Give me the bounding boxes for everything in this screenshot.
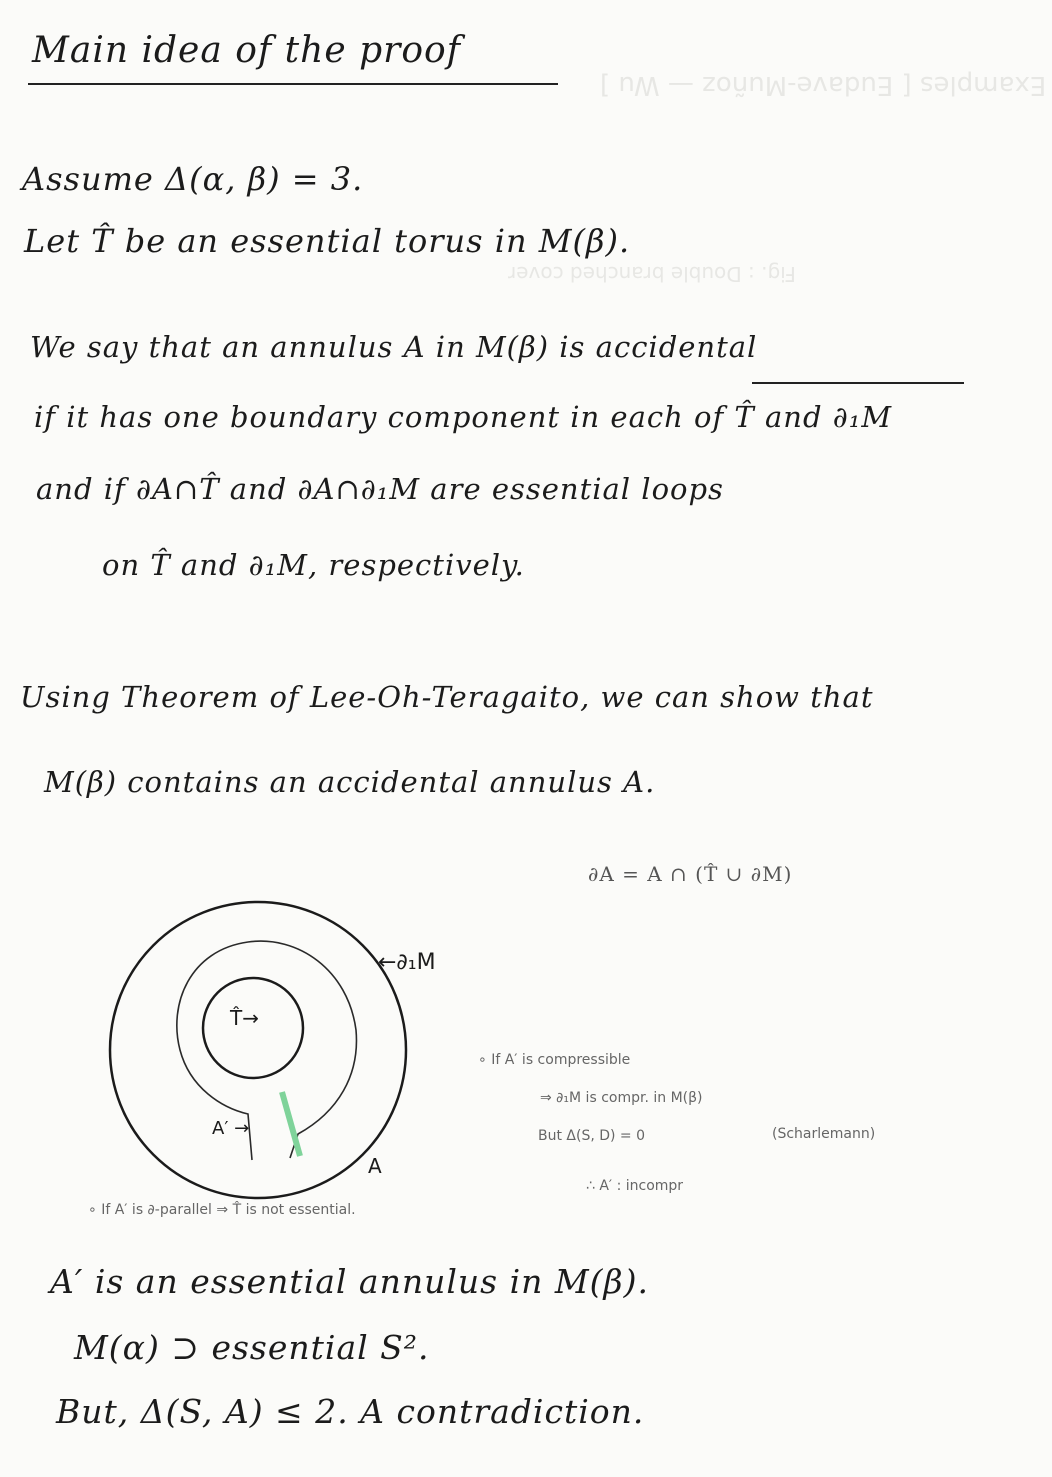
side-note: ∘ If A′ is ∂-parallel ⇒ T̂ is not essential. [88,1202,356,1218]
statement-line: M(β) contains an accidental annulus A. [44,765,656,799]
statement-line: and if ∂A∩T̂ and ∂A∩∂₁M are essential loops [36,472,724,506]
boundary-label: ←∂₁M [378,950,436,975]
statement-line: Using Theorem of Lee-Oh-Teragaito, we can show that [20,680,874,714]
statement-line: on T̂ and ∂₁M, respectively. [102,548,525,582]
aprime-label: A′ → [212,1118,250,1139]
bleed-through-text: Fig. : Double branched cover [508,262,796,286]
side-note: (Scharlemann) [772,1126,876,1142]
conclusion-line: But, Δ(S, A) ≤ 2. A contradiction. [56,1392,645,1431]
green-annulus-strip [282,1092,300,1156]
statement-line: We say that an annulus A in M(β) is accidental [30,330,758,364]
annulus-region-outline [177,941,357,1160]
statement-line: if it has one boundary component in each of T̂ and ∂₁M [34,400,893,434]
side-note: But Δ(S, D) = 0 [538,1128,646,1144]
side-note: ∘ If A′ is compressible [478,1052,631,1068]
side-note: ⇒ ∂₁M is compr. in M(β) [540,1090,703,1106]
statement-line: Assume Δ(α, β) = 3. [22,160,364,198]
outer-boundary-circle [110,902,406,1198]
bleed-through-text: Examples [ Eudave-Muñoz — Wu ] [600,70,1047,100]
side-note: ∴ A′ : incompr [586,1178,684,1194]
boundary-formula: ∂A = A ∩ (T̂ ∪ ∂M) [588,862,793,886]
torus-label: T̂→ [230,1006,259,1030]
page-title: Main idea of the proof [32,30,462,71]
conclusion-line: M(α) ⊃ essential S². [74,1328,430,1367]
annulus-label: A [368,1154,382,1178]
conclusion-line: A′ is an essential annulus in M(β). [50,1262,649,1301]
statement-line: Let T̂ be an essential torus in M(β). [24,222,631,260]
